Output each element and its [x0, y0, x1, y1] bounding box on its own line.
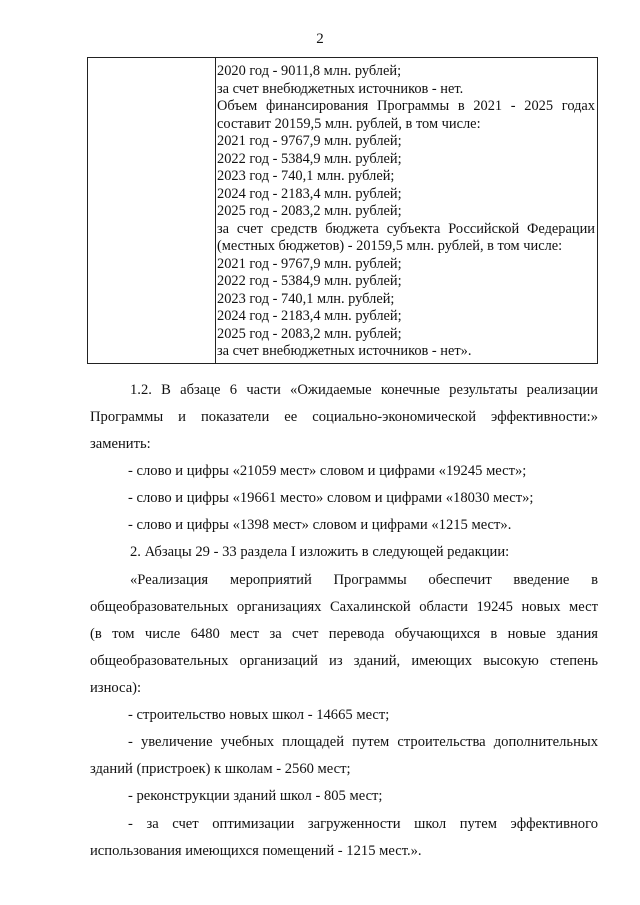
table-line: 2025 год - 2083,2 млн. рублей;	[217, 203, 402, 219]
table-line: 2023 год - 740,1 млн. рублей;	[217, 168, 395, 184]
paragraph-line: общеобразовательных организаций из зданий, имеющих высокую степень	[90, 653, 598, 669]
list-item-continuation: зданий (пристроек) к школам - 2560 мест;	[90, 761, 351, 777]
table-line: за счет внебюджетных источников - нет».	[217, 343, 472, 359]
table-line: Объем финансирования Программы в 2021 - 2025 годах	[217, 98, 595, 114]
paragraph-line: 1.2. В абзаце 6 части «Ожидаемые конечные результаты реализации	[130, 382, 598, 398]
table-line: 2024 год - 2183,4 млн. рублей;	[217, 185, 402, 202]
paragraph-line: общеобразовательных организациях Сахалинской области 19245 новых мест	[90, 599, 598, 615]
table-line: 2021 год - 9767,9 млн. рублей;	[217, 133, 402, 149]
passport-table	[87, 57, 598, 364]
table-line: 2023 год - 740,1 млн. рублей;	[217, 290, 395, 307]
paragraph-line: Программы и показатели ее социально-экономической эффективности:»	[90, 409, 598, 425]
list-item: - увеличение учебных площадей путем строительства дополнительных	[128, 734, 598, 750]
paragraph-line: «Реализация мероприятий Программы обеспечит введение в	[130, 572, 598, 588]
table-left-cell	[88, 58, 215, 363]
table-line: за счет внебюджетных источников - нет.	[217, 80, 464, 97]
paragraph-line: износа):	[90, 680, 142, 696]
table-line: составит 20159,5 млн. рублей, в том числе:	[217, 115, 481, 132]
paragraph-line: 2. Абзацы 29 - 33 раздела I изложить в следующей редакции:	[130, 544, 510, 560]
table-line: 2021 год - 9767,9 млн. рублей;	[217, 255, 402, 272]
list-item: - слово и цифры «19661 место» словом и цифрами «18030 мест»;	[128, 490, 534, 506]
table-line: 2022 год - 5384,9 млн. рублей;	[217, 273, 402, 289]
paragraph-line: заменить:	[90, 436, 151, 452]
table-line: за счет средств бюджета субъекта Российской Федерации	[217, 220, 595, 237]
page-number: 2	[316, 31, 324, 47]
table-column-divider	[215, 58, 216, 363]
list-item-continuation: использования имеющихся помещений - 1215 мест.».	[90, 843, 422, 859]
table-line: 2020 год - 9011,8 млн. рублей;	[217, 63, 402, 79]
list-item: - слово и цифры «1398 мест» словом и цифрами «1215 мест».	[128, 517, 512, 533]
paragraph-line: (в том числе 6480 мест за счет перевода обучающихся в новые здания	[90, 626, 598, 642]
table-right-cell	[217, 63, 595, 361]
list-item: - за счет оптимизации загруженности школ путем эффективного	[128, 816, 598, 832]
list-item: - слово и цифры «21059 мест» словом и цифрами «19245 мест»;	[128, 463, 527, 479]
table-line: 2022 год - 5384,9 млн. рублей;	[217, 150, 402, 167]
list-item: - строительство новых школ - 14665 мест;	[128, 707, 390, 723]
table-line: (местных бюджетов) - 20159,5 млн. рублей, в том числе:	[217, 238, 563, 254]
list-item: - реконструкции зданий школ - 805 мест;	[128, 788, 383, 804]
table-line: 2025 год - 2083,2 млн. рублей;	[217, 325, 402, 342]
table-line: 2024 год - 2183,4 млн. рублей;	[217, 308, 402, 324]
